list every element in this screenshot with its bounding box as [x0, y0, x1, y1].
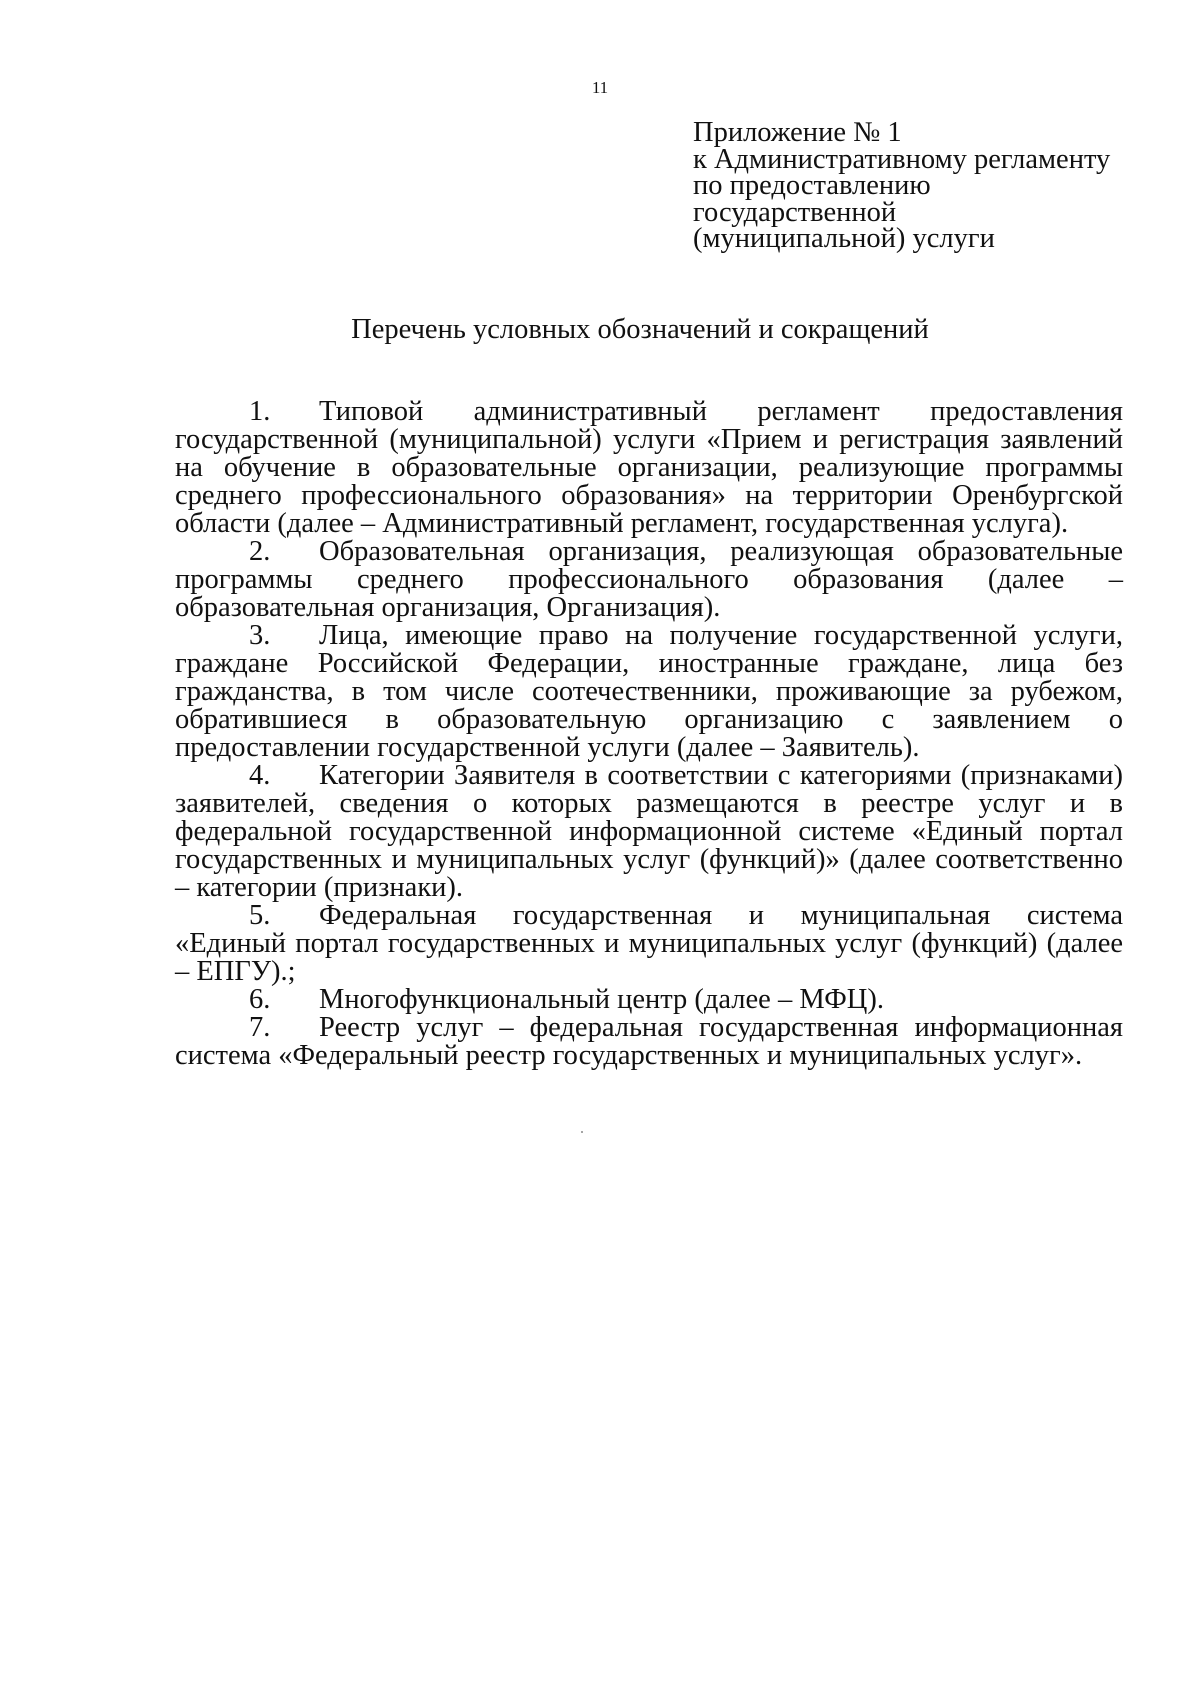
item-text: Лица, имеющие право на получение государственной услуги, граждане Российской Федерации, иностранные граждане, лица без гражданства, в том числе соотечественники, проживающие за рубежом, обратившиеся в образовательную организацию с заявлением о предоставлении государственной услуги (далее – Заявитель).: [175, 620, 1123, 763]
item-text: Типовой административный регламент предоставления государственной (муниципальной) услуги «Прием и регистрация заявлений на обучение в образовательные организации, реализующие программы среднего профессионального образования» на территории Оренбургской области (далее – Административный регламент, государственная услуга).: [175, 396, 1123, 539]
list-item: [175, 902, 1123, 986]
abbreviations-list: [175, 398, 1123, 1070]
list-item: [175, 762, 1123, 902]
item-text: Реестр услуг – федеральная государственная информационная система «Федеральный реестр государственных и муниципальных услуг».: [175, 1012, 1123, 1071]
item-number: 6.: [249, 984, 271, 1015]
appendix-line: (муниципальной) услуги: [693, 223, 995, 254]
item-number: 4.: [249, 760, 271, 791]
appendix-header: [693, 117, 1173, 254]
list-item: [175, 622, 1123, 762]
item-number: 2.: [249, 536, 271, 567]
item-number: 3.: [249, 620, 271, 651]
item-number: 5.: [249, 900, 271, 931]
list-item: [175, 538, 1123, 622]
list-item: [175, 398, 1123, 538]
list-title: Перечень условных обозначений и сокращений: [351, 314, 929, 345]
item-text: Образовательная организация, реализующая образовательные программы среднего профессионального образования (далее – образовательная организация, Организация).: [175, 536, 1123, 623]
appendix-line: государственной: [693, 196, 897, 228]
page-number: 11: [591, 78, 609, 97]
appendix-line: Приложение № 1: [693, 117, 902, 148]
list-item: [175, 986, 1123, 1014]
item-text: Категории Заявителя в соответствии с категориями (признаками) заявителей, сведения о которых размещаются в реестре услуг и в федеральной государственной информационной системе «Единый портал государственных и муниципальных услуг (функций)» (далее соответственно – категории (признаки).: [175, 760, 1123, 903]
list-item: [175, 1014, 1123, 1070]
item-text: Многофункциональный центр (далее – МФЦ).: [319, 984, 885, 1015]
appendix-line: к Административному регламенту: [693, 143, 1111, 175]
appendix-line: по предоставлению: [693, 170, 931, 201]
item-number: 1.: [249, 396, 271, 427]
scan-speck: [581, 1131, 583, 1133]
item-number: 7.: [249, 1012, 271, 1043]
item-text: Федеральная государственная и муниципальная система «Единый портал государственных и муниципальных услуг (функций) (далее – ЕПГУ).;: [175, 900, 1123, 987]
